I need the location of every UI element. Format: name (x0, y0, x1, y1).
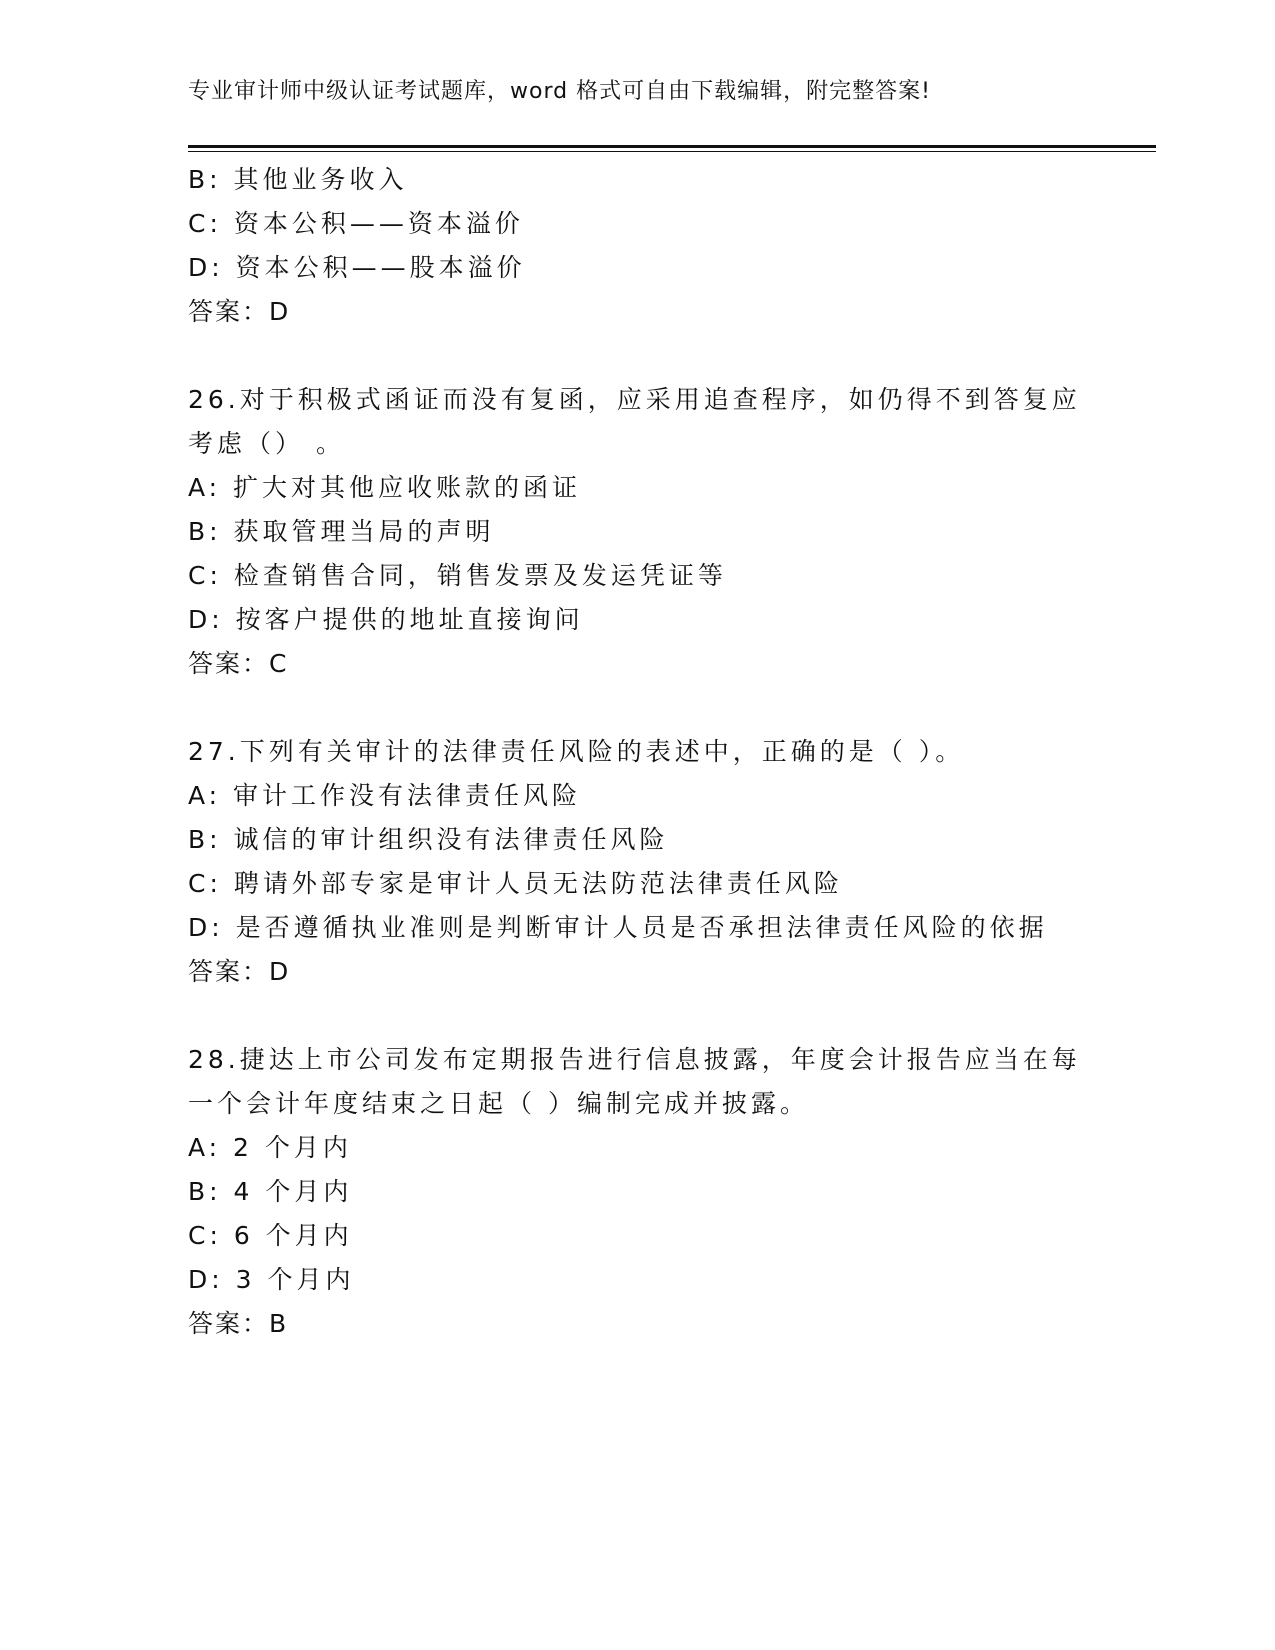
page-header: 专业审计师中级认证考试题库，word 格式可自由下载编辑，附完整答案! (188, 79, 931, 104)
header-rule-thin (188, 151, 1156, 152)
q26-option-a: A: 扩大对其他应收账款的函证 (188, 473, 582, 502)
q26-stem-line-2: 考虑（） 。 (188, 429, 345, 458)
q28-option-d: D: 3 个月内 (188, 1265, 355, 1294)
prev-option-b: B: 其他业务收入 (188, 165, 408, 194)
q27-option-b: B: 诚信的审计组织没有法律责任风险 (188, 825, 669, 854)
q27-option-a: A: 审计工作没有法律责任风险 (188, 781, 582, 810)
q26-stem-line-1: 26.对于积极式函证而没有复函，应采用追查程序，如仍得不到答复应 (188, 385, 1081, 414)
q27-option-c: C: 聘请外部专家是审计人员无法防范法律责任风险 (188, 869, 843, 898)
q26-answer: 答案：C (188, 649, 289, 678)
q26-option-c: C: 检查销售合同，销售发票及发运凭证等 (188, 561, 727, 590)
q27-option-d: D: 是否遵循执业准则是判断审计人员是否承担法律责任风险的依据 (188, 913, 1048, 942)
q28-stem-line-2: 一个会计年度结束之日起（ ）编制完成并披露。 (188, 1089, 809, 1118)
header-rule-thick (188, 145, 1156, 148)
q26-option-d: D: 按客户提供的地址直接询问 (188, 605, 584, 634)
q28-option-a: A: 2 个月内 (188, 1133, 352, 1162)
q27-stem-line-1: 27.下列有关审计的法律责任风险的表述中，正确的是（ ）。 (188, 737, 965, 766)
prev-answer: 答案：D (188, 297, 291, 326)
q27-answer: 答案：D (188, 957, 291, 986)
q28-stem-line-1: 28.捷达上市公司发布定期报告进行信息披露，年度会计报告应当在每 (188, 1045, 1081, 1074)
q28-option-c: C: 6 个月内 (188, 1221, 353, 1250)
q28-option-b: B: 4 个月内 (188, 1177, 353, 1206)
q28-answer: 答案：B (188, 1309, 289, 1338)
prev-option-c: C: 资本公积——资本溢价 (188, 209, 524, 238)
prev-option-d: D: 资本公积——股本溢价 (188, 253, 526, 282)
q26-option-b: B: 获取管理当局的声明 (188, 517, 495, 546)
